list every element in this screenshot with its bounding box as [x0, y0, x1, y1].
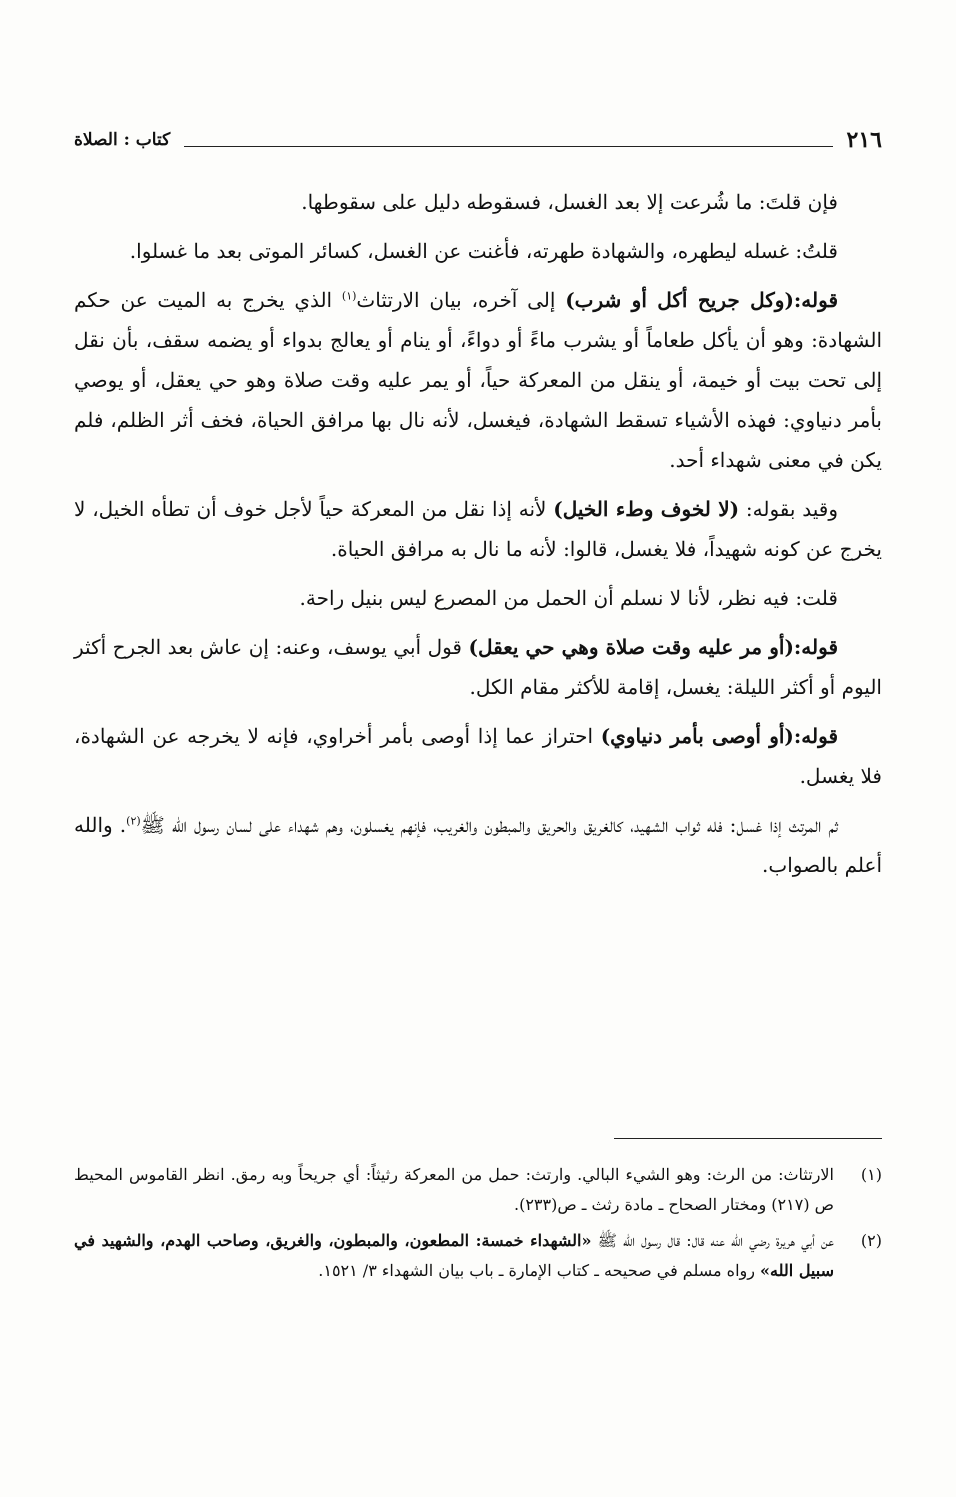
footnotes — [74, 1160, 882, 1292]
main-text — [74, 182, 882, 894]
footnote-text: الارتثاث: من الرث: وهو الشيء البالي. وارتث: حمل من المعركة رثيثاً: أي جريحاً وبه رمق. انظر القاموس المحيط ص (٢١٧) ومختار الصحاح ـ مادة رثث ـ ص(٢٣٣). — [74, 1165, 835, 1214]
footnote-number: (١) — [860, 1165, 882, 1184]
paragraph-4 — [74, 489, 882, 569]
paragraph-5: قلت: فيه نظر، لأنا لا نسلم أن الحمل من المصرع ليس بنيل راحة. — [299, 586, 838, 610]
footnote-number: (٢) — [860, 1231, 882, 1250]
paragraph-3 — [74, 280, 882, 480]
paragraph-7 — [74, 716, 882, 796]
paragraph-1: فإن قلتَ: ما شُرعت إلا بعد الغسل، فسقوطه دليل على سقوطها. — [301, 190, 838, 214]
commentary-text: وقيد بقوله: — [739, 497, 839, 521]
footnote-text-part: رواه مسلم في صحيحه ـ كتاب الإمارة ـ باب بيان الشهداء ٣/ ١٥٢١. — [318, 1261, 761, 1280]
qawluhu-label: قوله: — [793, 635, 838, 659]
qawluhu-label: قوله: — [793, 724, 838, 748]
commentary-text: الذي يخرج به الميت عن حكم الشهادة: وهو أن يأكل طعاماً أو يشرب ماءً أو دواءً، أو ينام أو يعالج بدواء أو يضمه سقف، بأن نقل إلى تحت بيت أو خيمة، أو ينقل من المعركة حياً، أو يمر عليه وقت صلاة وهو حي يعقل، أو يوصي بأمر دنياوي: فهذه الأشياء تسقط الشهادة، فيغسل، لأنه نال بها مرافق الحياة، فخف أثر الظلم، فلم يكن في معنى شهداء أحد. — [74, 288, 882, 472]
footnote-2 — [74, 1226, 882, 1286]
paragraph-2: قلتُ: غسله ليطهره، والشهادة طهرته، فأغنت عن الغسل، كسائر الموتى بعد ما غسلوا. — [129, 239, 838, 263]
page-header — [74, 126, 882, 152]
footnote-text-part: عن أبي هريرة رضي الله عنه قال: قال رسول الله ﷺ — [591, 1231, 835, 1250]
running-title: كتاب : الصلاة — [74, 130, 171, 150]
commentary-text: قول أبي يوسف، وعنه: إن عاش بعد الجرح أكثر اليوم أو أكثر الليلة: يغسل، إقامة للأكثر مقام الكل. — [74, 635, 882, 699]
commentary-text: . والله أعلم بالصواب. — [74, 813, 882, 877]
footnote-text — [74, 1226, 834, 1286]
qawluhu-label: قوله: — [793, 288, 838, 312]
commentary-text: احتراز عما إذا أوصى بأمر أخراوي، فإنه لا يخرجه عن الشهادة، فلا يغسل. — [74, 724, 882, 788]
quoted-matn: (أو أوصى بأمر دنياوي) — [600, 724, 794, 748]
footnote-ref-1[interactable]: (١) — [341, 289, 357, 303]
footnote-ref-2[interactable]: (٢) — [126, 814, 141, 828]
paragraph-8 — [74, 805, 882, 885]
quoted-matn: (وكل جريح أكل أو شرب) — [565, 288, 794, 312]
hadith-quote: «الشهداء خمسة: المطعون، والمبطون، والغريق، وصاحب الهدم، والشهيد في سبيل الله» — [74, 1231, 834, 1280]
commentary-text: لأنه إذا نقل من المعركة حياً لأجل خوف أن تطأه الخيل، لا يخرج عن كونه شهيداً، فلا يغسل، قالوا: لأنه ما نال به مرافق الحياة. — [74, 497, 882, 561]
footnote-1 — [74, 1160, 882, 1220]
quoted-matn: (لا لخوف وطء الخيل) — [553, 497, 740, 521]
page-number: ٢١٦ — [846, 127, 882, 153]
quoted-matn: (أو مر عليه وقت صلاة وهي حي يعقل) — [468, 635, 794, 659]
commentary-text: ثم المرتث إذا غسل: فله ثواب الشهيد، كالغريق والحريق والمبطون والغريب، فإنهم يغسلون، وهم شهداء على لسان رسول الله ﷺ — [140, 813, 838, 837]
paragraph-6 — [74, 627, 882, 707]
footnote-separator — [614, 1138, 882, 1139]
commentary-text: إلى آخره، بيان الارتثاث — [356, 288, 566, 312]
header-rule — [184, 146, 832, 147]
